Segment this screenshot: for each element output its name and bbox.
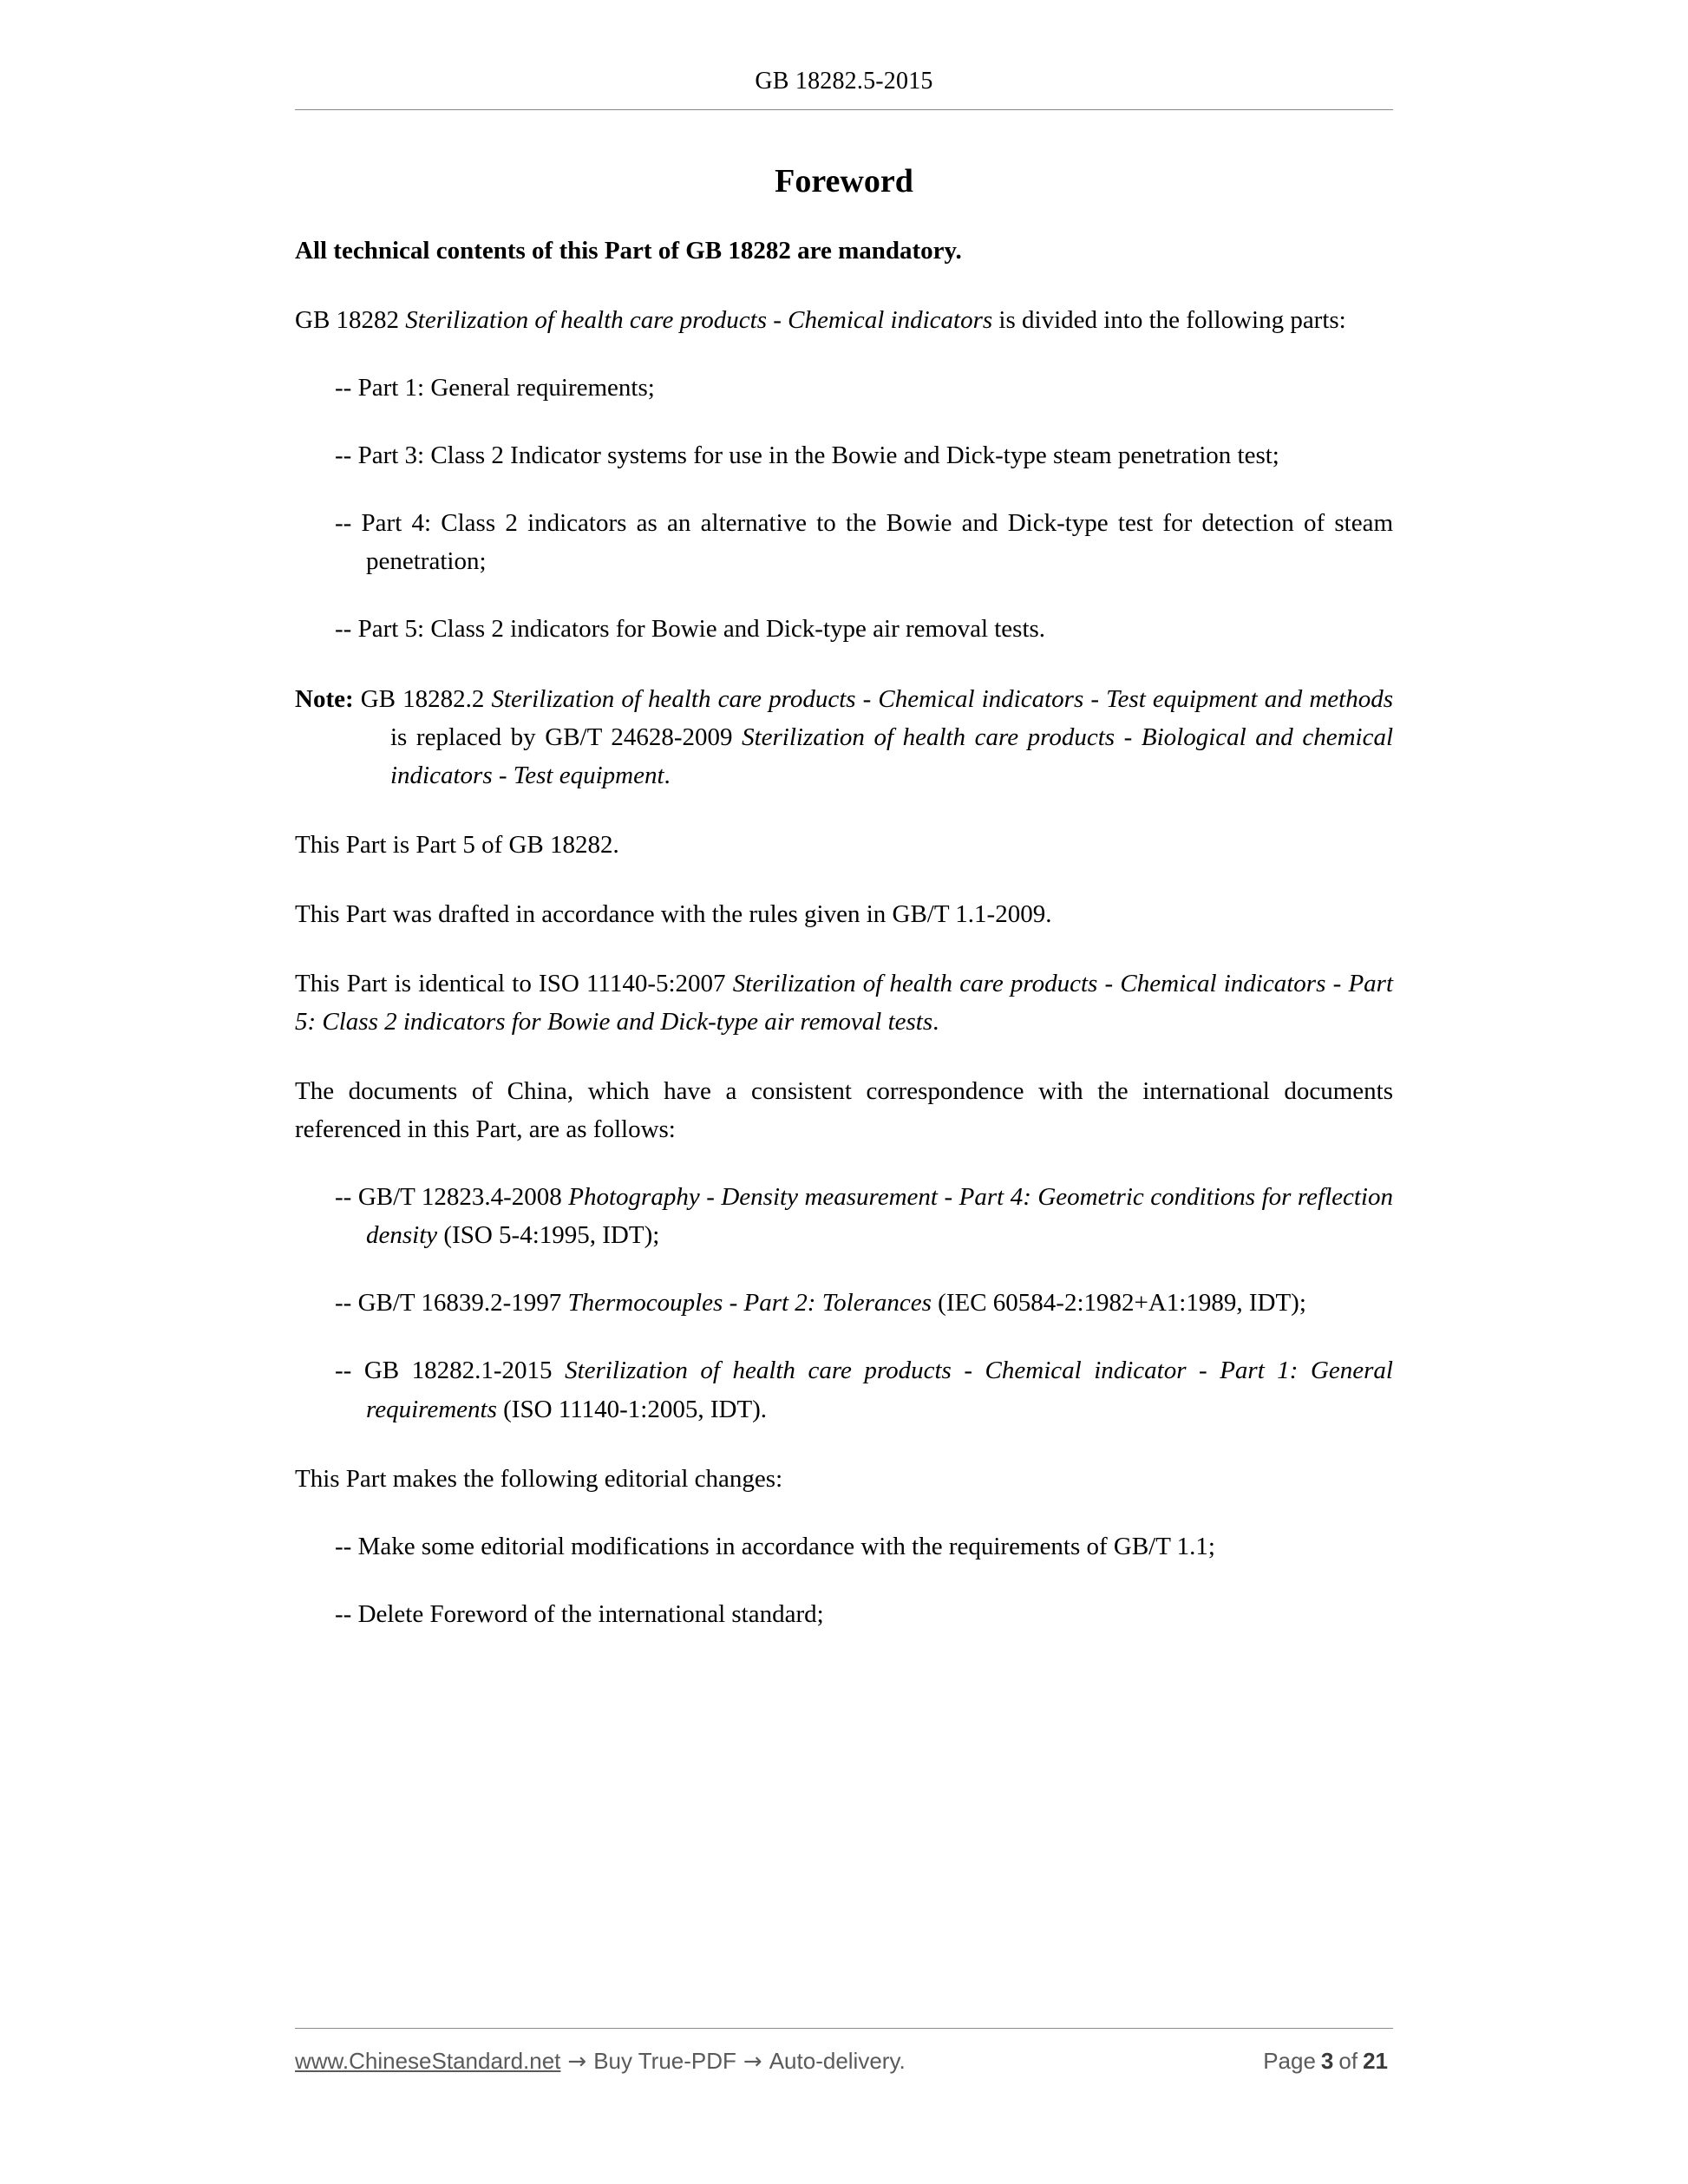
footer-divider xyxy=(295,2028,1393,2029)
buy-label: Buy True-PDF xyxy=(593,2048,736,2074)
reference-italic: Photography - Density measurement - Part 4: Geometric conditions for reflection density xyxy=(366,1183,1393,1250)
list-item: -- Part 5: Class 2 indicators for Bowie and Dick-type air removal tests. xyxy=(335,615,1046,644)
website-link[interactable]: www.ChineseStandard.net xyxy=(295,2048,561,2074)
list-item xyxy=(335,1284,1393,1322)
reference-tail: (ISO 5-4:1995, IDT); xyxy=(437,1221,660,1250)
reference-italic: Thermocouples - Part 2: Tolerances xyxy=(567,1289,932,1318)
page-content xyxy=(295,0,1393,1633)
list-item xyxy=(335,1351,1393,1428)
note-italic-2: Sterilization of health care products - Biological and chemical indicators - Test equipment xyxy=(390,723,1394,789)
note-label: Note: xyxy=(295,684,354,713)
identical-italic: Sterilization of health care products - Chemical indicators - Part 5: Class 2 indicators for Bowie and Dick-type air removal tests xyxy=(295,969,1393,1036)
of-label: of xyxy=(1338,2048,1358,2074)
reference-italic: Sterilization of health care products - Chemical indicator - Part 1: General requirements xyxy=(366,1357,1393,1423)
arrow-right-icon: → xyxy=(567,2049,587,2075)
identical-statement xyxy=(295,964,1393,1041)
page-title: Foreword xyxy=(775,163,913,199)
identical-lead: This Part is identical to ISO 11140-5:2007 xyxy=(295,969,733,997)
note-segment-5: . xyxy=(664,761,671,789)
intro-lead: GB 18282 xyxy=(295,306,406,335)
page-footer xyxy=(295,2028,1393,2075)
footer-row xyxy=(295,2048,1393,2075)
reference-lead: -- GB/T 16839.2-1997 xyxy=(335,1289,568,1318)
header-divider xyxy=(295,109,1393,110)
intro-tail: is divided into the following parts: xyxy=(992,306,1346,335)
page-number: 3 xyxy=(1320,2048,1334,2074)
arrow-right-icon: → xyxy=(743,2049,762,2075)
list-item: -- Part 3: Class 2 Indicator systems for use in the Bowie and Dick-type steam penetration test; xyxy=(335,441,1279,470)
delivery-label: Auto-delivery. xyxy=(769,2048,906,2074)
note-segment-1: GB 18282.2 xyxy=(353,684,492,713)
list-item: -- Delete Foreword of the international standard; xyxy=(335,1599,824,1628)
page-header xyxy=(295,0,1393,110)
intro-italic-title: Sterilization of health care products - Chemical indicators xyxy=(405,306,993,335)
reference-lead: -- GB 18282.1-2015 xyxy=(335,1357,566,1385)
note-paragraph xyxy=(295,680,1393,794)
list-item xyxy=(335,1178,1393,1254)
mandatory-statement: All technical contents of this Part of GB 18282 are mandatory. xyxy=(295,237,962,265)
reference-tail: (ISO 11140-1:2005, IDT). xyxy=(496,1395,768,1423)
correspondence-lead: The documents of China, which have a consistent correspondence with the international documents referenced in this Part, are as follows: xyxy=(295,1077,1393,1144)
intro-paragraph xyxy=(295,301,1393,339)
note-italic-1: Sterilization of health care products - Chemical indicators - Test equipment and methods xyxy=(491,684,1393,713)
list-item: -- Make some editorial modifications in accordance with the requirements of GB/T 1.1; xyxy=(335,1532,1215,1560)
page-label: Page xyxy=(1263,2048,1316,2074)
standard-code: GB 18282.5-2015 xyxy=(755,68,933,95)
reference-tail: (IEC 60584-2:1982+A1:1989, IDT); xyxy=(931,1289,1306,1318)
drafting-rules: This Part was drafted in accordance with the rules given in GB/T 1.1-2009. xyxy=(295,899,1052,928)
part-statement: This Part is Part 5 of GB 18282. xyxy=(295,830,619,859)
editorial-lead: This Part makes the following editorial changes: xyxy=(295,1464,783,1493)
reference-lead: -- GB/T 12823.4-2008 xyxy=(335,1183,569,1212)
page-total: 21 xyxy=(1363,2048,1388,2074)
identical-tail: . xyxy=(932,1008,939,1036)
note-segment-3: is replaced by GB/T 24628-2009 xyxy=(390,723,743,751)
page-indicator xyxy=(1263,2048,1393,2075)
footer-left xyxy=(295,2048,1263,2075)
list-item: -- Part 4: Class 2 indicators as an alternative to the Bowie and Dick-type test for detection of steam penetration; xyxy=(335,509,1393,576)
list-item: -- Part 1: General requirements; xyxy=(335,374,655,402)
